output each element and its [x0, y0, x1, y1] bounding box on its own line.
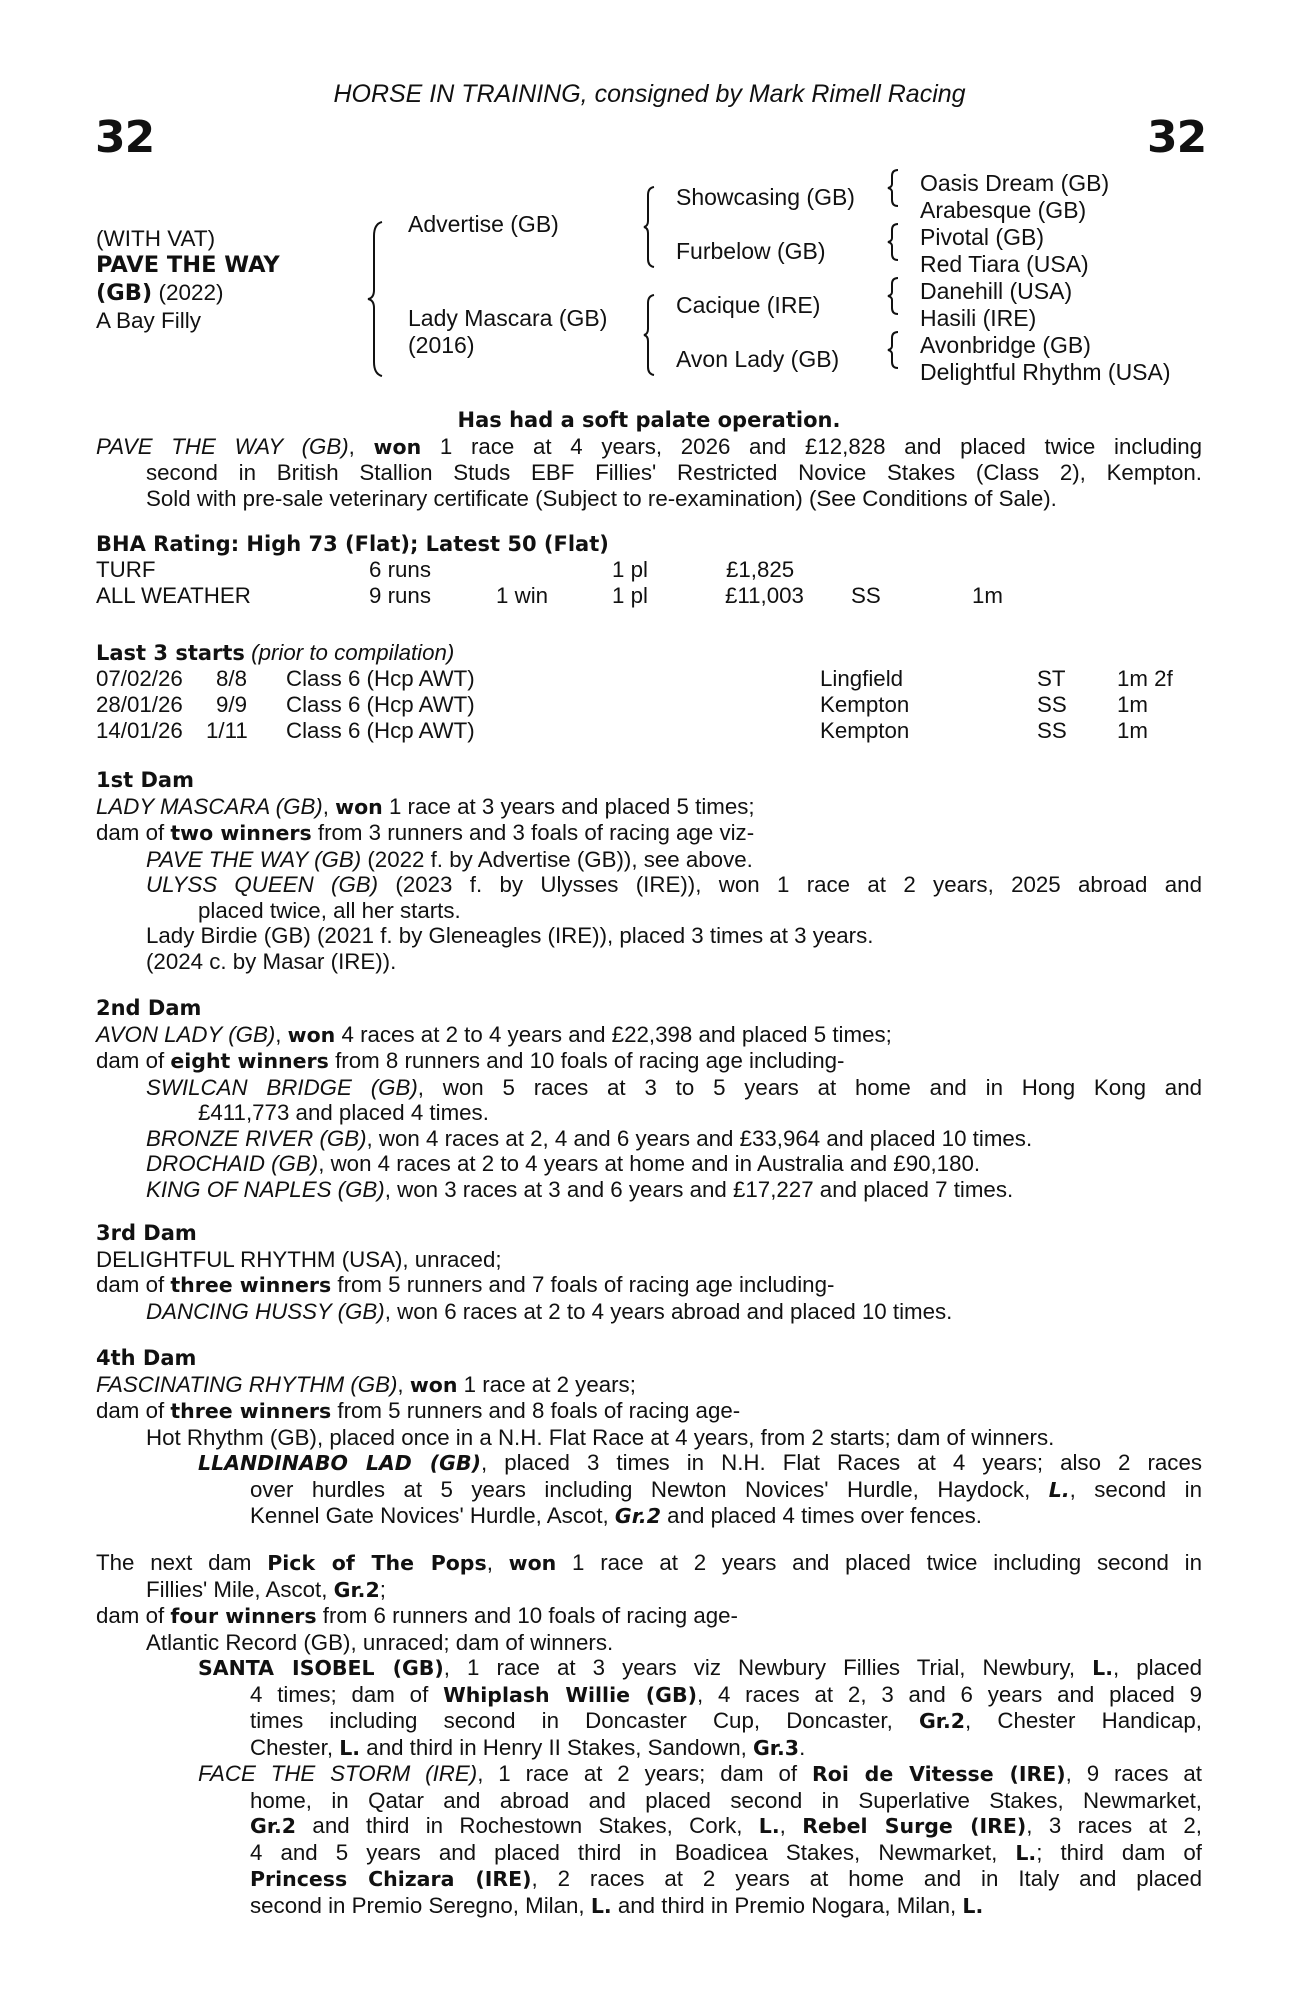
progeny-item — [96, 1126, 1202, 1152]
horse-name-line2 — [96, 279, 280, 307]
horse-identity — [96, 225, 280, 334]
progeny-item: Atlantic Record (GB), unraced; dam of winners. — [146, 1629, 614, 1655]
text: Kennel Gate Novices' Hurdle, Ascot, — [250, 1503, 615, 1528]
dam-record: 1 race at 3 years and placed 5 times; — [382, 793, 755, 819]
progeny-item: (2024 c. by Masar (IRE)). — [146, 948, 397, 974]
rating-prize: £11,003 — [725, 583, 804, 608]
winners-count: eight winners — [170, 1049, 329, 1073]
dam-of-label: dam of — [96, 1398, 171, 1423]
won-label: won — [287, 1022, 336, 1047]
won-label: won — [335, 794, 383, 819]
bha-rating-title: BHA Rating: High 73 (Flat); Latest 50 (Flat) — [96, 532, 609, 556]
header-title: HORSE IN TRAINING, consigned by Mark Rimell Racing — [333, 80, 966, 108]
text: , 1 race at 3 years viz Newbury Fillies Trial, Newbury, — [443, 1655, 1093, 1680]
progeny-continuation — [96, 1708, 1202, 1735]
last-starts-title: Last 3 starts — [96, 641, 245, 665]
summary-record: 1 race at 4 years, 2026 and £12,828 and placed twice including — [421, 433, 1202, 459]
text: and third in Henry II Stakes, Sandown, — [360, 1734, 753, 1760]
text: , second in — [1069, 1476, 1203, 1502]
text: ; third dam of — [1036, 1839, 1202, 1865]
rating-placed: 1 pl — [612, 557, 648, 582]
progeny-name: PAVE THE WAY (GB) — [146, 846, 362, 872]
text: Fillies' Mile, Ascot, — [146, 1576, 334, 1602]
listed-label: L. — [1015, 1840, 1037, 1865]
winners-count: three winners — [170, 1399, 332, 1423]
text: and third in Rochestown Stakes, Cork, — [296, 1813, 759, 1838]
text: , Chester Handicap, — [965, 1708, 1202, 1733]
pedigree-brace-dam — [642, 293, 658, 377]
text: , 2 races at 2 years at home and in Italy and placed — [531, 1866, 1202, 1891]
progeny-continuation — [96, 1840, 1202, 1867]
winners-count: three winners — [170, 1273, 332, 1297]
runners-text: from 5 runners and 8 foals of racing age- — [331, 1398, 741, 1423]
start-distance: 1m 2f — [1117, 666, 1173, 691]
dam-name: AVON LADY (GB) — [96, 1021, 276, 1047]
listed-label: L. — [758, 1814, 780, 1838]
next-dam-name: Pick of The Pops — [267, 1551, 487, 1575]
text: , 9 races at — [1065, 1761, 1202, 1786]
last-starts-section — [96, 640, 1202, 667]
progeny-item — [96, 1450, 1202, 1477]
progeny-name: FACE THE STORM (IRE) — [198, 1761, 478, 1786]
winners-count: four winners — [170, 1604, 317, 1628]
progeny-item: Hot Rhythm (GB), placed once in a N.H. Flat Race at 4 years, from 2 starts; dam of winners. — [146, 1424, 1055, 1450]
progeny-continuation — [96, 1893, 1202, 1920]
progeny-name: DROCHAID (GB) — [146, 1151, 319, 1176]
summary-line-2: second in British Stallion Studs EBF Fillies' Restricted Novice Stakes (Class 2), Kempton. — [146, 460, 1202, 485]
start-course: Kempton — [820, 692, 910, 717]
progeny-item — [96, 1299, 1202, 1325]
rating-runs: 9 runs — [369, 583, 431, 608]
text: ; — [379, 1576, 386, 1602]
start-position: 1/11 — [206, 718, 248, 743]
start-distance: 1m — [1117, 718, 1148, 743]
third-dam-section — [96, 1221, 1202, 1324]
text: Chester, — [250, 1734, 340, 1760]
text: , — [779, 1813, 803, 1838]
text: over hurdles at 5 years including Newton Novices' Hurdle, Haydock, — [250, 1476, 1049, 1502]
pedigree-brace-sire — [642, 185, 658, 269]
pedigree-brace-g3-2 — [886, 222, 902, 262]
text: second in Premio Seregno, Milan, — [250, 1892, 591, 1918]
pedigree-dam-dam: Avon Lady (GB) — [676, 346, 840, 372]
progeny-continuation — [96, 1866, 1202, 1893]
progeny-item — [96, 847, 1202, 873]
pedigree-sire-sire: Showcasing (GB) — [676, 184, 855, 210]
progeny-name: LLANDINABO LAD (GB) — [198, 1451, 481, 1475]
start-date: 07/02/26 — [96, 666, 183, 691]
start-going: ST — [1037, 666, 1066, 691]
horse-year: (2022) — [158, 280, 224, 305]
won-label: won — [409, 1372, 458, 1397]
pedigree-gen3-1: Oasis Dream (GB) — [920, 170, 1110, 196]
page-header — [0, 80, 1315, 109]
summary-horse-name: PAVE THE WAY (GB) — [96, 433, 349, 459]
progeny-record: (2023 f. by Ulysses (IRE)), won 1 race at 2 years, 2025 abroad and — [378, 872, 1202, 897]
progeny-name: ULYSS QUEEN (GB) — [146, 872, 379, 897]
progeny-continuation — [96, 1503, 1202, 1530]
group-label: Gr.2 — [333, 1577, 380, 1602]
dam-of-label: dam of — [96, 1272, 171, 1297]
start-going: SS — [1037, 692, 1067, 717]
pedigree-brace-g3-3 — [886, 276, 902, 316]
group-label: Gr.3 — [752, 1735, 800, 1760]
pedigree-sire: Advertise (GB) — [408, 211, 559, 237]
runners-text: from 8 runners and 10 foals of racing age including- — [328, 1048, 845, 1073]
rating-surface: ALL WEATHER — [96, 583, 251, 608]
fourth-dam-title: 4th Dam — [96, 1346, 197, 1370]
start-going: SS — [1037, 718, 1067, 743]
progeny-name: Whiplash Willie (GB) — [443, 1682, 697, 1707]
first-dam-title: 1st Dam — [96, 768, 194, 792]
rating-section — [96, 532, 1202, 558]
lot-number-right: 32 — [1147, 112, 1207, 163]
dam-of-label: dam of — [96, 1603, 171, 1628]
pedigree-gen3-7: Avonbridge (GB) — [920, 332, 1091, 358]
text: times including second in Doncaster Cup, Doncaster, — [250, 1708, 919, 1733]
summary-section — [96, 408, 1202, 511]
text: and third in Premio Nogara, Milan, — [611, 1892, 963, 1918]
progeny-name: SWILCAN BRIDGE (GB) — [146, 1074, 418, 1100]
horse-description: A Bay Filly — [96, 308, 202, 333]
progeny-name: DANCING HUSSY (GB) — [146, 1298, 385, 1324]
rating-going: SS — [851, 583, 881, 608]
start-position: 8/8 — [216, 666, 247, 691]
start-distance: 1m — [1117, 692, 1148, 717]
soft-palate-notice: Has had a soft palate operation. — [457, 408, 841, 432]
last-starts-note: (prior to compilation) — [251, 640, 455, 665]
text: , 1 race at 2 years; dam of — [477, 1761, 812, 1786]
horse-country: (GB) — [96, 280, 153, 306]
start-course: Lingfield — [820, 666, 904, 691]
start-race: Class 6 (Hcp AWT) — [286, 666, 475, 691]
progeny-continuation — [96, 1813, 1202, 1840]
summary-won: won — [373, 434, 422, 459]
progeny-continuation — [96, 1682, 1202, 1709]
text: 1 race at 2 years and placed twice including second in — [556, 1550, 1202, 1575]
text: . — [799, 1734, 806, 1760]
runners-text: from 3 runners and 3 foals of racing age viz- — [311, 820, 755, 845]
pedigree-gen3-6: Hasili (IRE) — [920, 305, 1037, 331]
dam-of-label: dam of — [96, 820, 171, 845]
lot-number-left: 32 — [95, 112, 155, 163]
group-label: Gr.2 — [614, 1504, 661, 1528]
text: , 3 races at 2, — [1026, 1813, 1203, 1838]
pedigree-brace-g3-1 — [886, 168, 902, 208]
progeny-name: Princess Chizara (IRE) — [250, 1867, 532, 1891]
listed-label: L. — [1092, 1656, 1114, 1680]
won-label: won — [508, 1551, 557, 1575]
progeny-item — [96, 1075, 1202, 1101]
progeny-continuation: placed twice, all her starts. — [198, 897, 461, 923]
start-race: Class 6 (Hcp AWT) — [286, 718, 475, 743]
pedigree-gen3-8: Delightful Rhythm (USA) — [920, 359, 1171, 385]
fourth-dam-section: 4th Dam FASCINATING RHYTHM (GB), won 1 race at 2 years; dam of three winners from 5 runners and 8 foals of racing age- Hot Rhythm (GB), placed once in a N.H. Flat Race at 4 years, from 2 starts; dam of winners. LLANDINABO LAD (GB), placed 3 times in N.H. Flat Races at 4 years; also 2 races over hurdles at 5 years including Newton Novices' Hurdle, Haydock, L., second in Kennel Gate Novices' Hurdle, Ascot, Gr.2 and placed 4 times over fences. — [96, 1346, 1203, 1528]
progeny-item — [96, 1655, 1202, 1682]
rating-surface: TURF — [96, 557, 156, 582]
progeny-record: , won 4 races at 2 to 4 years at home and in Australia and £90,180. — [318, 1151, 981, 1176]
pedigree-brace-g3-4 — [886, 330, 902, 370]
start-date: 14/01/26 — [96, 718, 183, 743]
text: 4 times; dam of — [250, 1681, 444, 1707]
pedigree-gen3-3: Pivotal (GB) — [920, 224, 1044, 250]
rating-wins: 1 win — [496, 583, 549, 608]
progeny-continuation — [96, 1735, 1202, 1762]
listed-label: L. — [962, 1893, 984, 1918]
next-dam-line-1 — [96, 1550, 1202, 1577]
pedigree-gen3-2: Arabesque (GB) — [920, 197, 1087, 223]
rating-prize: £1,825 — [726, 557, 795, 582]
progeny-item — [96, 872, 1202, 898]
dam-name: LADY MASCARA (GB) — [96, 793, 323, 819]
dam-record: 1 race at 2 years; — [457, 1371, 636, 1397]
progeny-name: BRONZE RIVER (GB) — [146, 1125, 367, 1151]
progeny-record: , won 4 races at 2, 4 and 6 years and £33,964 and placed 10 times. — [366, 1125, 1033, 1151]
vat-label: (WITH VAT) — [96, 226, 216, 251]
dam-record: 4 races at 2 to 4 years and £22,398 and placed 5 times; — [335, 1021, 892, 1047]
next-dam-section — [96, 1550, 1202, 1919]
group-label: Gr.2 — [250, 1814, 297, 1838]
rating-distance: 1m — [972, 583, 1003, 608]
progeny-item — [96, 1177, 1202, 1203]
runners-text: from 6 runners and 10 foals of racing age- — [316, 1603, 738, 1628]
text: , 4 races at 2, 3 and 6 years and placed 9 — [696, 1681, 1202, 1707]
second-dam-section: 2nd Dam AVON LADY (GB), won 4 races at 2 to 4 years and £22,398 and placed 5 times; dam of eight winners from 8 runners and 10 foals of racing age including- SWILCAN BRIDGE (GB), won 5 races at 3 to 5 years at home and in Hong Kong and £411,773 and placed 4 times. BRONZE RIVER (GB), won 4 races at 2, 4 and 6 years and £33,964 and placed 10 times. DROCHAID (GB), won 4 races at 2 to 4 years at home and in Australia and £90,180. KING OF NAPLES (GB), won 3 races at 3 and 6 years and £17,227 and placed 7 times. — [96, 996, 1202, 1202]
progeny-item: Lady Birdie (GB) (2021 f. by Gleneagles (IRE)), placed 3 times at 3 years. — [146, 923, 874, 948]
start-date: 28/01/26 — [96, 692, 183, 717]
listed-label: L. — [590, 1893, 612, 1918]
text: The next dam — [96, 1550, 268, 1575]
rating-placed: 1 pl — [612, 583, 648, 608]
horse-name: PAVE THE WAY — [96, 252, 280, 278]
text: , — [486, 1550, 509, 1575]
winners-count: two winners — [170, 821, 312, 845]
runners-text: from 5 runners and 7 foals of racing age including- — [331, 1272, 835, 1297]
progeny-name: Rebel Surge (IRE) — [802, 1814, 1027, 1838]
pedigree-gen3-5: Danehill (USA) — [920, 278, 1073, 304]
progeny-continuation: home, in Qatar and abroad and placed second in Superlative Stakes, Newmarket, — [250, 1787, 1202, 1813]
progeny-continuation: £411,773 and placed 4 times. — [198, 1100, 489, 1125]
text: 4 and 5 years and placed third in Boadicea Stakes, Newmarket, — [250, 1839, 1016, 1865]
first-dam-section: 1st Dam LADY MASCARA (GB), won 1 race at 3 years and placed 5 times; dam of two winners from 3 runners and 3 foals of racing age viz- PAVE THE WAY (GB) (2022 f. by Advertise (GB)), see above. ULYSS QUEEN (GB) (2023 f. by Ulysses (IRE)), won 1 race at 2 years, 2025 abroad and placed twice, all her starts. Lady Birdie (GB) (2021 f. by Gleneagles (IRE)), placed 3 times at 3 years. (2024 c. by Masar (IRE)). — [96, 768, 1202, 974]
third-dam-title: 3rd Dam — [96, 1221, 197, 1245]
progeny-name: Roi de Vitesse (IRE) — [811, 1762, 1066, 1786]
progeny-record: , placed 3 times in N.H. Flat Races at 4 years; also 2 races — [480, 1450, 1202, 1475]
text: , placed — [1113, 1655, 1202, 1680]
pedigree-brace-main — [366, 220, 388, 378]
text: and placed 4 times over fences. — [660, 1503, 982, 1528]
progeny-item — [96, 1761, 1202, 1788]
group-label: Gr.2 — [918, 1709, 966, 1733]
dam-name: FASCINATING RHYTHM (GB) — [96, 1371, 398, 1397]
pedigree-gen3-4: Red Tiara (USA) — [920, 251, 1089, 277]
dam-of-label: dam of — [96, 1048, 171, 1073]
start-course: Kempton — [820, 718, 910, 743]
pedigree-dam: Lady Mascara (GB) — [408, 305, 608, 331]
second-dam-title: 2nd Dam — [96, 996, 202, 1020]
progeny-item — [96, 1151, 1202, 1177]
progeny-continuation — [96, 1477, 1202, 1504]
listed-label: L. — [339, 1735, 361, 1760]
rating-runs: 6 runs — [369, 557, 431, 582]
progeny-record: , won 6 races at 2 to 4 years abroad and placed 10 times. — [384, 1298, 953, 1324]
pedigree-dam-year: (2016) — [408, 332, 475, 358]
listed-label: L. — [1048, 1477, 1070, 1502]
progeny-record: (2022 f. by Advertise (GB)), see above. — [361, 846, 753, 872]
start-race: Class 6 (Hcp AWT) — [286, 692, 475, 717]
progeny-record: , won 5 races at 3 to 5 years at home and in Hong Kong and — [417, 1074, 1202, 1100]
start-position: 9/9 — [216, 692, 247, 717]
pedigree-dam-sire: Cacique (IRE) — [676, 292, 821, 318]
dam-name: DELIGHTFUL RHYTHM (USA), unraced; — [96, 1246, 502, 1272]
progeny-name: SANTA ISOBEL (GB) — [198, 1656, 444, 1680]
progeny-record: , won 3 races at 3 and 6 years and £17,227 and placed 7 times. — [384, 1176, 1014, 1202]
pedigree-sire-dam: Furbelow (GB) — [676, 238, 826, 264]
next-dam-line-2 — [96, 1577, 1202, 1604]
summary-line-3: Sold with pre-sale veterinary certificate (Subject to re-examination) (See Conditions of Sale). — [146, 485, 1057, 511]
summary-line-1: PAVE THE WAY (GB), won 1 race at 4 years, 2026 and £12,828 and placed twice including — [96, 433, 1202, 459]
progeny-name: KING OF NAPLES (GB) — [146, 1176, 385, 1202]
